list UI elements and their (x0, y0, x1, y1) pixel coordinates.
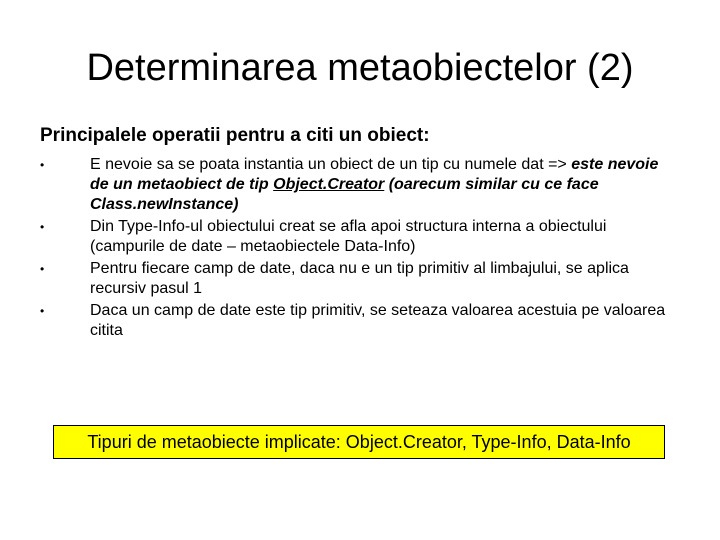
bullet-item-recursive (40, 259, 680, 299)
bullet-text-emphasis-lead: este nevoie de un metaobiect de tip (90, 156, 659, 193)
bullet-dot-icon: • (40, 220, 45, 234)
bullet-list (40, 155, 680, 341)
bullet-text: Din Type-Info-ul obiectului creat se afla apoi structura interna a obiectului (campurile de date – metaobiectele Data-Info) (90, 218, 607, 255)
bullet-dot-icon: • (40, 304, 45, 318)
bullet-text-plain: E nevoie sa se poata instantia un obiect de un tip cu numele dat => (90, 156, 572, 173)
bullet-item-primitive (40, 301, 680, 341)
bullet-item-instantiate (40, 155, 680, 215)
slide-title: Determinarea metaobiectelor (2) (86, 47, 634, 89)
bullet-text: Daca un camp de date este tip primitiv, se seteaza valoarea acestuia pe valoarea citita (90, 302, 666, 339)
slide-subtitle: Principalele operatii pentru a citi un obiect: (40, 125, 430, 146)
bullet-dot-icon: • (40, 262, 45, 276)
object-creator-term: Object.Creator (273, 176, 385, 193)
bullet-dot-icon: • (40, 158, 45, 172)
bullet-item-type-info (40, 217, 680, 257)
bullet-text: Pentru fiecare camp de date, daca nu e un tip primitiv al limbajului, se aplica recursiv pasul 1 (90, 260, 629, 297)
metaobject-types-note: Tipuri de metaobiecte implicate: Object.Creator, Type-Info, Data-Info (53, 425, 665, 459)
bullet-text-emphasis-tail: (oarecum similar cu ce face Class.newInstance) (90, 176, 599, 213)
